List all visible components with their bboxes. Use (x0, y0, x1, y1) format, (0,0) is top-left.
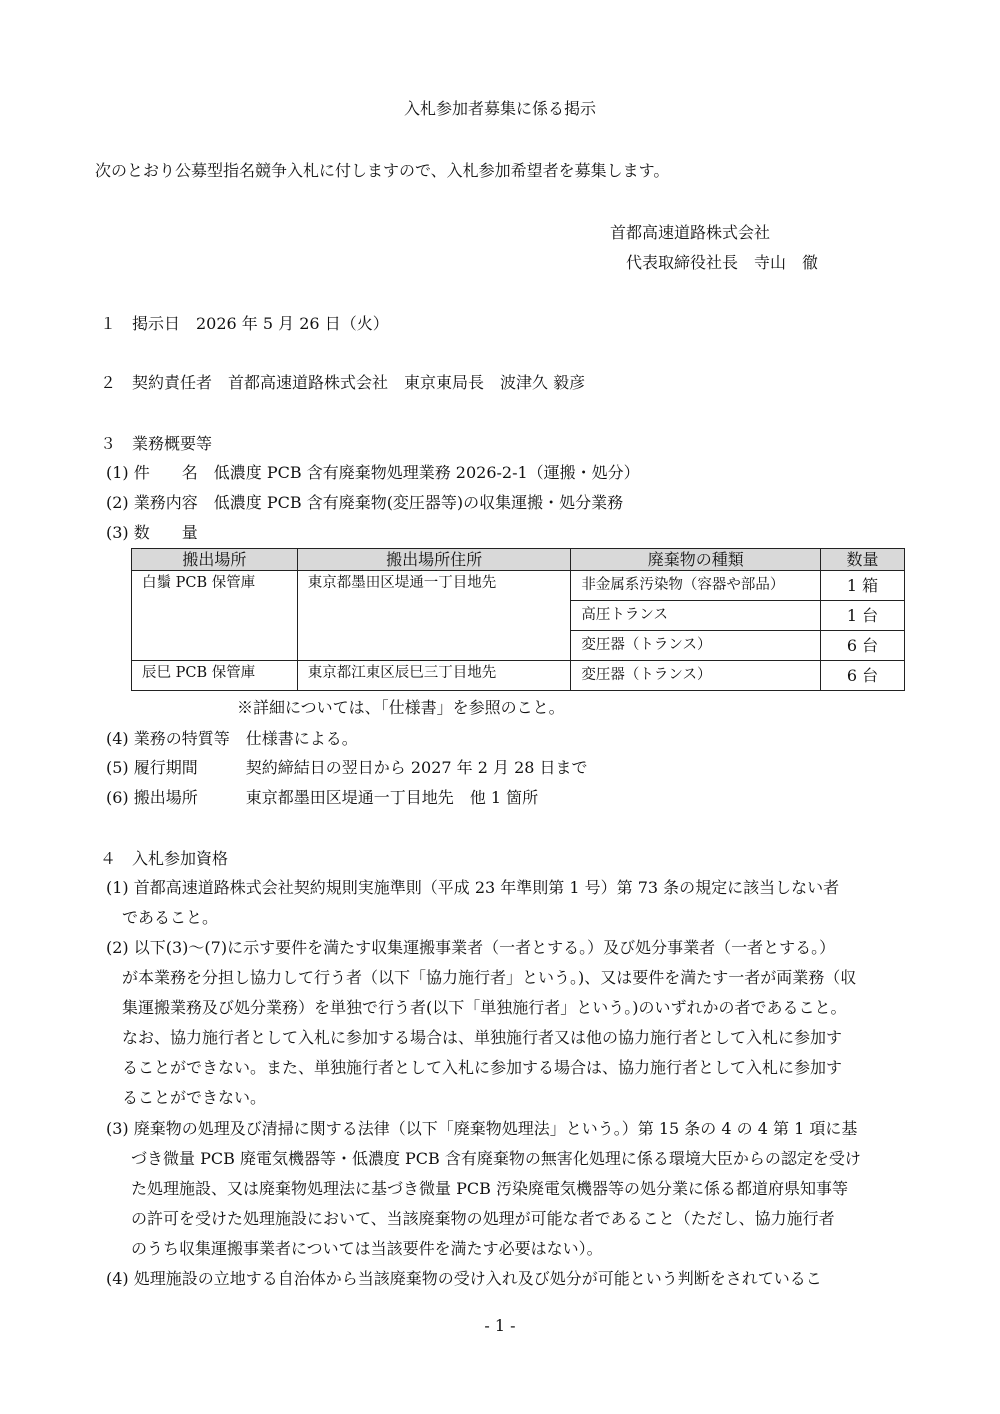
section-4-line: (2) 以下(3)～(7)に示す要件を満たす収集運搬事業者（一者とする。）及び処分事業者（一者とする。） (106, 938, 836, 957)
section-3-heading: ３ 業務概要等 (100, 434, 213, 453)
table-cell-qty: 6 台 (821, 661, 905, 691)
table-cell-qty: 6 台 (821, 631, 905, 661)
section-4-line: ることができない。また、単独施行者として入札に参加する場合は、協力施行者として入札に参加す (122, 1058, 843, 1077)
section-4-line: なお、協力施行者として入札に参加する場合は、単独施行者又は他の協力施行者として入札に参加す (122, 1028, 843, 1047)
table-cell-type: 高圧トランス (571, 601, 821, 631)
table-cell-qty: 1 箱 (821, 571, 905, 601)
table-cell-type: 非金属系汚染物（容器や部品） (571, 571, 821, 601)
section-4-line: (1) 首都高速道路株式会社契約規則実施準則（平成 23 年準則第 1 号）第 73 条の規定に該当しない者 (106, 878, 840, 897)
section-4-line: づき微量 PCB 廃電気機器等・低濃度 PCB 含有廃棄物の無害化処理に係る環境大臣からの認定を受け (131, 1149, 861, 1168)
section-2-contract-officer: ２ 契約責任者 首都高速道路株式会社 東京東局長 波津久 毅彦 (100, 373, 586, 392)
table-cell-type: 変圧器（トランス） (571, 631, 821, 661)
table-cell-place: 辰巳 PCB 保管庫 (132, 661, 298, 691)
section-4-line: 集運搬業務及び処分業務）を単独で行う者(以下「単独施行者」という。)のいずれかの者であること。 (122, 998, 847, 1017)
table-row (132, 571, 905, 601)
page-title: 入札参加者募集に係る掲示 (403, 99, 596, 118)
section-4-line: であること。 (122, 908, 219, 927)
section-4-line: ることができない。 (122, 1088, 267, 1107)
page-number: - 1 - (484, 1316, 516, 1335)
section-4-line: た処理施設、又は廃棄物処理法に基づき微量 PCB 汚染廃電気機器等の処分業に係る都道府県知事等 (131, 1179, 848, 1198)
column-header: 搬出場所 (132, 549, 298, 571)
table-cell-type: 変圧器（トランス） (571, 661, 821, 691)
section-3-item: (2) 業務内容 低濃度 PCB 含有廃棄物(変圧器等)の収集運搬・処分業務 (106, 493, 624, 512)
column-header: 廃棄物の種類 (571, 549, 821, 571)
issuer-representative: 代表取締役社長 寺山 徹 (626, 253, 819, 272)
section-3-item: (4) 業務の特質等 仕様書による。 (106, 729, 358, 748)
column-header: 搬出場所住所 (297, 549, 571, 571)
section-4-line: (3) 廃棄物の処理及び清掃に関する法律（以下「廃棄物処理法」という。）第 15 条の 4 の 4 第 1 項に基 (106, 1119, 858, 1138)
table-cell-address: 東京都江東区辰巳三丁目地先 (297, 661, 571, 691)
section-3-item: (6) 搬出場所 東京都墨田区堤通一丁目地先 他 1 箇所 (106, 788, 539, 807)
quantity-table (131, 548, 905, 691)
table-header-row (132, 549, 905, 571)
table-cell-qty: 1 台 (821, 601, 905, 631)
section-3-item: (3) 数 量 (106, 523, 198, 542)
section-4-line: が本業務を分担し協力して行う者（以下「協力施行者」という。)、又は要件を満たす一者が両業務（収 (122, 968, 857, 987)
issuer-company: 首都高速道路株式会社 (610, 223, 771, 242)
section-3-item: (1) 件 名 低濃度 PCB 含有廃棄物処理業務 2026-2-1（運搬・処分） (106, 463, 640, 482)
section-4-line: のうち収集運搬事業者については当該要件を満たす必要はない）。 (131, 1239, 603, 1258)
section-3-item: (5) 履行期間 契約締結日の翌日から 2027 年 2 月 28 日まで (106, 758, 588, 777)
table-row (132, 661, 905, 691)
table-note: ※詳細については、「仕様書」を参照のこと。 (237, 698, 565, 717)
section-4-line: の許可を受けた処理施設において、当該廃棄物の処理が可能な者であること（ただし、協力施行者 (131, 1209, 835, 1228)
section-1-posting-date: １ 掲示日 2026 年 5 月 26 日（火） (100, 314, 389, 333)
section-4-heading: ４ 入札参加資格 (100, 849, 229, 868)
intro-text: 次のとおり公募型指名競争入札に付しますので、入札参加希望者を募集します。 (95, 161, 670, 180)
table-cell-address: 東京都墨田区堤通一丁目地先 (297, 571, 571, 661)
table-cell-place: 白鬚 PCB 保管庫 (132, 571, 298, 661)
section-4-line: (4) 処理施設の立地する自治体から当該廃棄物の受け入れ及び処分が可能という判断をされているこ (106, 1269, 822, 1288)
column-header: 数量 (821, 549, 905, 571)
